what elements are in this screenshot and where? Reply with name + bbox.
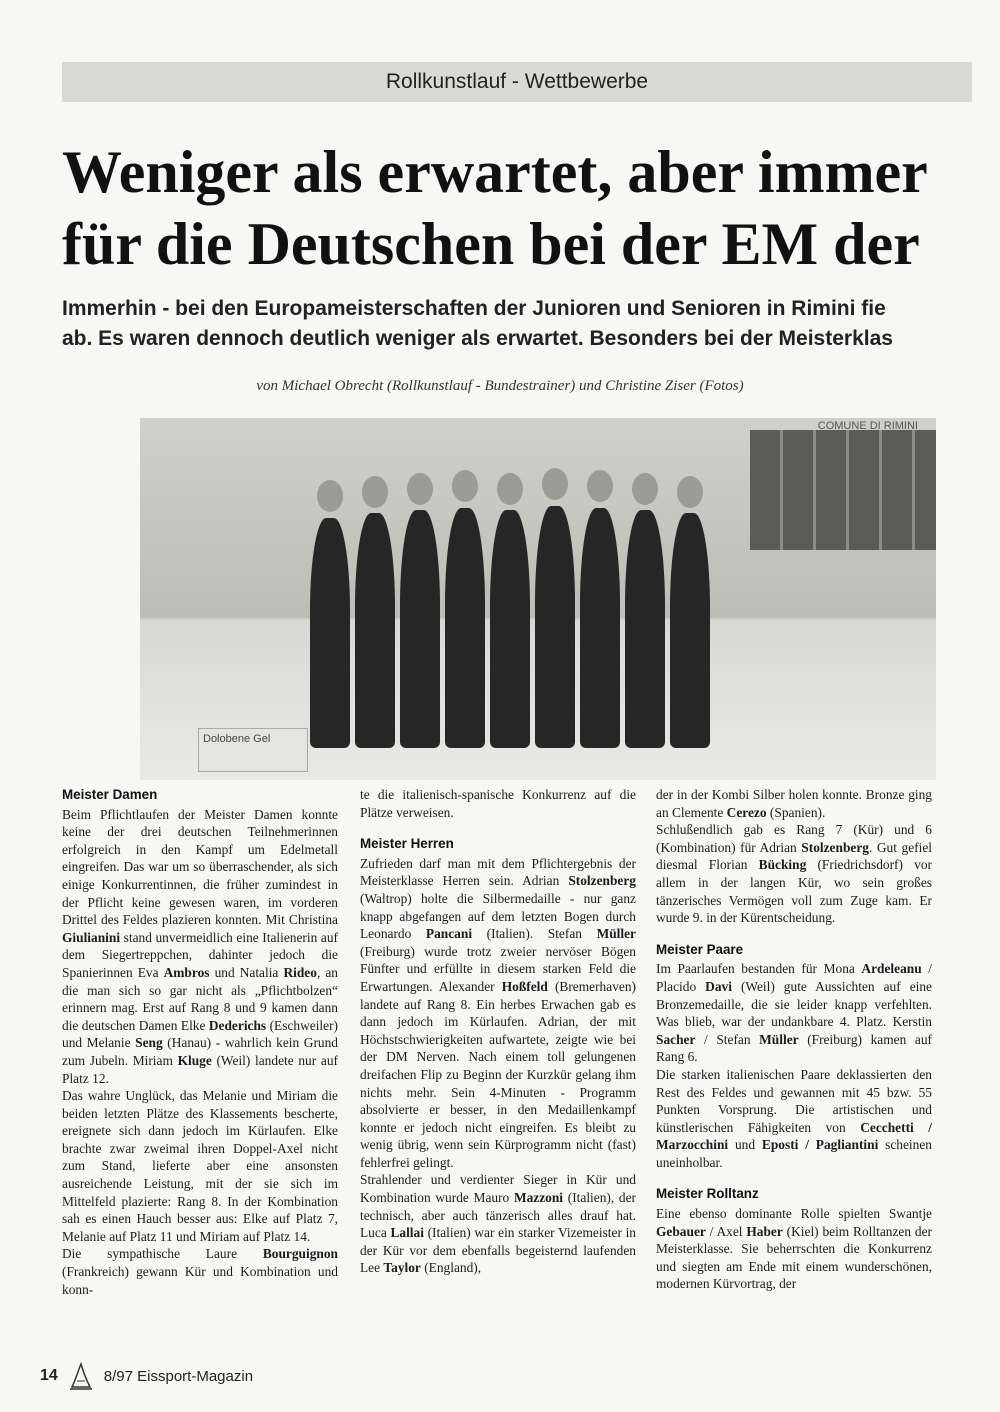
photo-figure xyxy=(490,510,530,748)
photo-figure xyxy=(400,510,440,748)
page-number: 14 xyxy=(40,1367,58,1384)
paragraph: Die sympathische Laure Bourguignon (Frankreich) gewann Kür und Kombination und konn- xyxy=(62,1246,338,1297)
paragraph: Schlußendlich gab es Rang 7 (Kür) und 6 (Kombination) für Adrian Stolzenberg. Gut gefiel diesmal Florian Bücking (Friedrichsdorf) vor allem in der langen Kür, wo sein großes tänzerisches Vermögen voll zum Zuge kam. Er wurde 9. in der Kürentscheidung. xyxy=(656,822,932,926)
photo-head xyxy=(407,473,433,505)
photo-head xyxy=(542,468,568,500)
team-photo xyxy=(140,418,936,780)
byline: von Michael Obrecht (Rollkunstlauf - Bundestrainer) und Christine Ziser (Fotos) xyxy=(256,378,744,394)
subheading-meister-paare: Meister Paare xyxy=(656,941,744,957)
paragraph: Die starken italienischen Paare deklassierten den Rest des Feldes und gewannen mit 45 bzw. 55 Punkten Vorsprung. Die artistischen und künstlerischen Fähigkeiten von Cecchetti / Marzocchini und Eposti / Pagliantini scheinen uneinholbar. xyxy=(656,1066,932,1170)
subheading-meister-rolltanz: Meister Rolltanz xyxy=(656,1186,759,1202)
paragraph: Strahlender und verdienter Sieger in Kür und Kombination wurde Mauro Mazzoni (Italien), der technisch, aber auch tänzerisch alles drauf hat. Luca Lallai (Italien) war ein starker Vizemeister in der Kür vor dem ebenfalls begeisternd laufenden Lee Taylor (England), xyxy=(360,1172,636,1276)
photo-head xyxy=(497,473,523,505)
article-column-2 xyxy=(360,786,636,1277)
photo-head xyxy=(632,473,658,505)
article-column-3 xyxy=(656,786,932,1293)
photo-head xyxy=(362,476,388,508)
magazine-logo-icon xyxy=(68,1361,94,1391)
section-banner xyxy=(62,62,972,102)
paragraph: te die italienisch-spanische Konkurrenz auf die Plätze verweisen. xyxy=(360,787,636,820)
photo-background-shelves xyxy=(750,430,936,550)
issue-label: 8/97 Eissport-Magazin xyxy=(103,1367,254,1385)
photo-figure xyxy=(580,508,620,748)
photo-head xyxy=(587,470,613,502)
subheading-meister-herren: Meister Herren xyxy=(360,836,454,852)
photo-figure xyxy=(625,510,665,748)
paragraph: Zufrieden darf man mit dem Pflichtergebnis der Meisterklasse Herren sein. Adrian Stolzenberg (Waltrop) holte die Silbermedaille - nur ganz knapp abgefangen auf dem letzten Bogen durch Leonardo Pancani (Italien). Stefan Müller (Freiburg) wurde trotz zweier nervöser Bögen Fünfter und erfüllte in diesem starken Feld die Erwartungen. Alexander Hoßfeld (Bremerhaven) landete auf Rang 8. Ein herbes Erwachen gab es dann jedoch im Kürlaufen. Adrian, der mit Höchstschwierigkeiten aufwartete, zeigte wie bei der DM Nerven. Nach einem toll gelungenen dreifachen Flip zu Beginn der Kurzkür gelang ihm nichts mehr. Sein 4-Minuten - Programm absolvierte er besser, in den Medaillenkampf konnte er jedoch nicht eingreifen. Es bleibt zu wenig übrig, wenn sein Kürprogramm nicht (fast) fehlerfrei gelingt. xyxy=(360,855,636,1170)
article-column-1 xyxy=(62,786,338,1298)
lead-line-2: ab. Es waren dennoch deutlich weniger als erwartet. Besonders bei der Meisterklas xyxy=(62,327,893,350)
section-title: Rollkunstlauf - Wettbewerbe xyxy=(385,70,649,93)
photo-head xyxy=(452,470,478,502)
photo-product-box: Dolobene Gel xyxy=(198,728,308,772)
photo-figure xyxy=(670,513,710,748)
paragraph: Beim Pflichtlaufen der Meister Damen konnte keine der drei deutschen Teilnehmerinnen erfolgreich in den Kampf um Edelmetall eingreifen. Das war um so überraschender, als sich einige Konkurrentinnen, die früher zumindest in der Pflicht keine gewesen waren, im vorderen Drittel des Feldes plazieren konnten. Mit Christina Giulianini stand unvermeidlich eine Italienerin auf dem Siegertreppchen, dahinter jedoch die Spanierinnen Eva Ambros und Natalia Rideo, an die man sich so gar nicht als „Pflichtbolzen“ erinnern mag. Erst auf Rang 8 und 9 kamen dann die deutschen Damen Elke Dederichs (Eschweiler) und Melanie Seng (Hanau) - wahrlich kein Grund zum Jubeln. Miriam Kluge (Weil) landete nur auf Platz 12. xyxy=(62,806,339,1086)
paragraph: Im Paarlaufen bestanden für Mona Ardeleanu / Placido Davi (Weil) gute Aussichten auf eine Bronzemedaille, die sie leider knapp verfehlten. Was blieb, war der undankbare 4. Platz. Kerstin Sacher / Stefan Müller (Freiburg) kamen auf Rang 6. xyxy=(656,961,932,1065)
photo-figure xyxy=(445,508,485,748)
paragraph: Das wahre Unglück, das Melanie und Miriam die beiden letzten Plätze des Klassements bescherte, ereignete sich dann jedoch im Kürlaufen. Elke brachte zwar zweimal ihren Doppel-Axel nicht zum Stand, lieferte aber eine ansonsten ausreichende Leistung, mit der sie sich im Mittelfeld plazierte: Rang 8. In der Kombination sah es einen Hauch besser aus: Elke auf Platz 7, Melanie auf Platz 11 und Miriam auf Platz 14. xyxy=(62,1088,338,1244)
lead-line-1: Immerhin - bei den Europameisterschaften der Junioren und Senioren in Rimini fie xyxy=(62,297,886,320)
page-footer xyxy=(40,1360,253,1392)
photo-figure xyxy=(310,518,350,748)
photo-figure xyxy=(355,513,395,748)
photo-figure xyxy=(535,506,575,748)
lead-paragraph xyxy=(62,294,1000,354)
paragraph: der in der Kombi Silber holen konnte. Bronze ging an Clemente Cerezo (Spanien). xyxy=(656,787,932,820)
paragraph: Eine ebenso dominante Rolle spielten Swantje Gebauer / Axel Haber (Kiel) beim Rolltanzen der Meisterklasse. Sie beherrschten die Konkurrenz und siegten am Ende mit einem wunderschönen, modernen Kürvortrag, der xyxy=(656,1206,932,1292)
photo-head xyxy=(317,480,343,512)
subheading-meister-damen: Meister Damen xyxy=(62,787,158,802)
headline-line-1: Weniger als erwartet, aber immer xyxy=(62,139,928,205)
photo-head xyxy=(677,476,703,508)
headline-line-2: für die Deutschen bei der EM der xyxy=(62,211,920,277)
headline xyxy=(62,136,1000,280)
photo-banner-text: COMUNE DI RIMINI xyxy=(817,420,918,432)
